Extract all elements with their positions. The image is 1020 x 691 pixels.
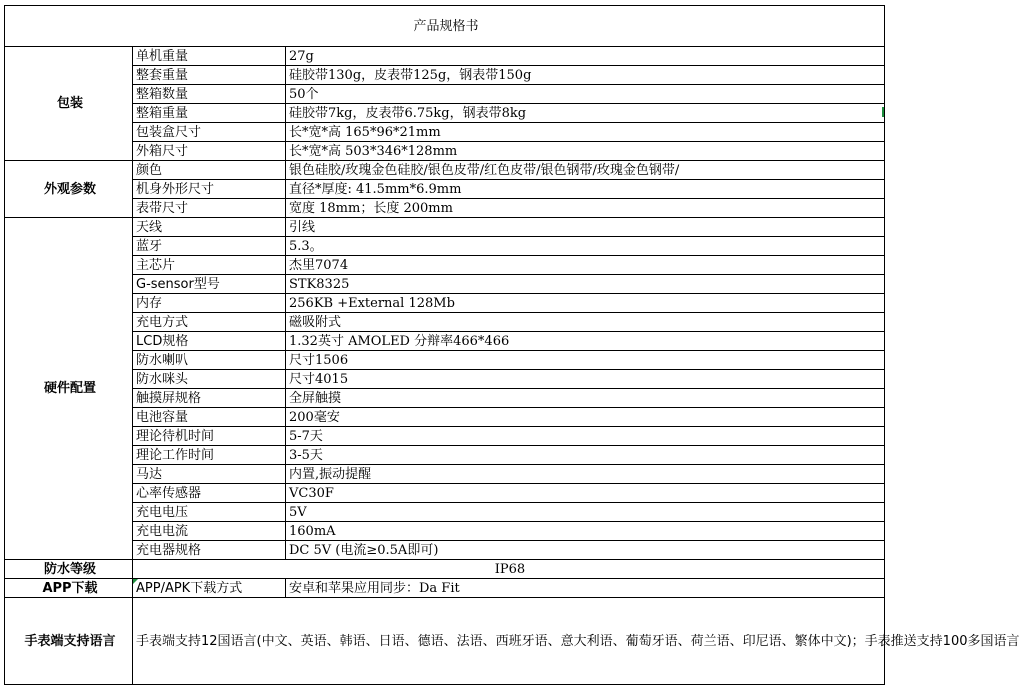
spec-row <box>5 408 885 427</box>
spec-value: 1.32英寸 AMOLED 分辩率466*466 <box>286 332 885 351</box>
spec-value: 银色硅胶/玫瑰金色硅胶/银色皮带/红色皮带/银色钢带/玫瑰金色钢带/ <box>286 161 885 180</box>
section-label-hardware: 硬件配置 <box>5 218 133 560</box>
spec-value: STK8325 <box>286 275 885 294</box>
section-label-app: APP下载 <box>5 579 133 598</box>
spec-row <box>5 294 885 313</box>
spec-value: 宽度 18mm；长度 200mm <box>286 199 885 218</box>
spec-row <box>5 218 885 237</box>
spec-name: LCD规格 <box>133 332 286 351</box>
spec-row <box>5 161 885 180</box>
spec-row <box>5 503 885 522</box>
spec-value: 200毫安 <box>286 408 885 427</box>
spec-row <box>5 598 885 685</box>
spec-name: 电池容量 <box>133 408 286 427</box>
spec-row <box>5 313 885 332</box>
spec-name: 防水喇叭 <box>133 351 286 370</box>
spec-name: 天线 <box>133 218 286 237</box>
spec-value: 5.3。 <box>286 237 885 256</box>
spec-value: 安卓和苹果应用同步：Da Fit <box>286 579 885 598</box>
spec-value: 内置,振动提醒 <box>286 465 885 484</box>
spec-row <box>5 85 885 104</box>
spec-row <box>5 389 885 408</box>
spec-row <box>5 541 885 560</box>
spec-value: DC 5V (电流≥0.5A即可) <box>286 541 885 560</box>
spec-row <box>5 484 885 503</box>
spec-row <box>5 560 885 579</box>
spec-row <box>5 332 885 351</box>
section-label-packaging: 包装 <box>5 47 133 161</box>
spec-value: 256KB +External 128Mb <box>286 294 885 313</box>
spec-row <box>5 256 885 275</box>
spec-name: G-sensor型号 <box>133 275 286 294</box>
section-label-appearance: 外观参数 <box>5 161 133 218</box>
cell-marker <box>882 107 884 117</box>
spec-value: 长*宽*高 165*96*21mm <box>286 123 885 142</box>
spec-name: 理论工作时间 <box>133 446 286 465</box>
spec-table-body <box>5 6 1020 685</box>
spec-name: 充电电流 <box>133 522 286 541</box>
spec-name: APP/APK下载方式 <box>133 579 286 598</box>
spec-name: 心率传感器 <box>133 484 286 503</box>
spec-row <box>5 351 885 370</box>
title-row <box>5 6 885 47</box>
spec-name: 内存 <box>133 294 286 313</box>
section-label-language: 手表端支持语言 <box>5 598 133 685</box>
spec-name: 整箱数量 <box>133 85 286 104</box>
spec-row <box>5 522 885 541</box>
spec-name: 单机重量 <box>133 47 286 66</box>
spec-name: 充电电压 <box>133 503 286 522</box>
spec-row <box>5 237 885 256</box>
spec-value: 引线 <box>286 218 885 237</box>
spec-value: 全屏触摸 <box>286 389 885 408</box>
spec-value: 3-5天 <box>286 446 885 465</box>
spec-name: 触摸屏规格 <box>133 389 286 408</box>
spec-row <box>5 104 885 123</box>
spec-row <box>5 66 885 85</box>
spec-value: 硅胶带7kg，皮表带6.75kg，钢表带8kg <box>286 104 885 123</box>
page-title: 产品规格书 <box>5 6 885 47</box>
spec-value: 5V <box>286 503 885 522</box>
spec-name: 颜色 <box>133 161 286 180</box>
spec-row <box>5 446 885 465</box>
spec-row <box>5 142 885 161</box>
spec-name: 机身外形尺寸 <box>133 180 286 199</box>
spec-value: 尺寸4015 <box>286 370 885 389</box>
spec-name: 包装盒尺寸 <box>133 123 286 142</box>
spec-value: 5-7天 <box>286 427 885 446</box>
section-label-waterproof: 防水等级 <box>5 560 133 579</box>
spec-value: 硅胶带130g，皮表带125g，钢表带150g <box>286 66 885 85</box>
spec-name: 外箱尺寸 <box>133 142 286 161</box>
spec-value: 长*宽*高 503*346*128mm <box>286 142 885 161</box>
spec-name: 理论待机时间 <box>133 427 286 446</box>
spec-row <box>5 123 885 142</box>
spec-value: 160mA <box>286 522 885 541</box>
spec-value: 直径*厚度: 41.5mm*6.9mm <box>286 180 885 199</box>
spec-name: 表带尺寸 <box>133 199 286 218</box>
spec-row <box>5 465 885 484</box>
spec-row <box>5 199 885 218</box>
waterproof-value: IP68 <box>133 560 885 579</box>
spec-value: VC30F <box>286 484 885 503</box>
spec-name: 主芯片 <box>133 256 286 275</box>
spec-name: 整套重量 <box>133 66 286 85</box>
spec-name: 整箱重量 <box>133 104 286 123</box>
spec-name: 充电方式 <box>133 313 286 332</box>
spec-name: 防水咪头 <box>133 370 286 389</box>
spec-row <box>5 47 885 66</box>
language-value: 手表端支持12国语言(中文、英语、韩语、日语、德语、法语、西班牙语、意大利语、葡萄牙语、荷兰语、印尼语、繁体中文)；手表推送支持100多国语言 <box>133 598 885 685</box>
spec-value: 磁吸附式 <box>286 313 885 332</box>
spec-value: 27g <box>286 47 885 66</box>
spec-table <box>4 5 1020 685</box>
spec-row <box>5 370 885 389</box>
spec-name: 蓝牙 <box>133 237 286 256</box>
spec-row <box>5 427 885 446</box>
spec-row <box>5 180 885 199</box>
spec-value: 杰里7074 <box>286 256 885 275</box>
cell-marker <box>133 579 138 584</box>
spec-value: 尺寸1506 <box>286 351 885 370</box>
spec-row <box>5 275 885 294</box>
spec-name: 马达 <box>133 465 286 484</box>
spec-row <box>5 579 885 598</box>
spec-value: 50个 <box>286 85 885 104</box>
spec-name: 充电器规格 <box>133 541 286 560</box>
